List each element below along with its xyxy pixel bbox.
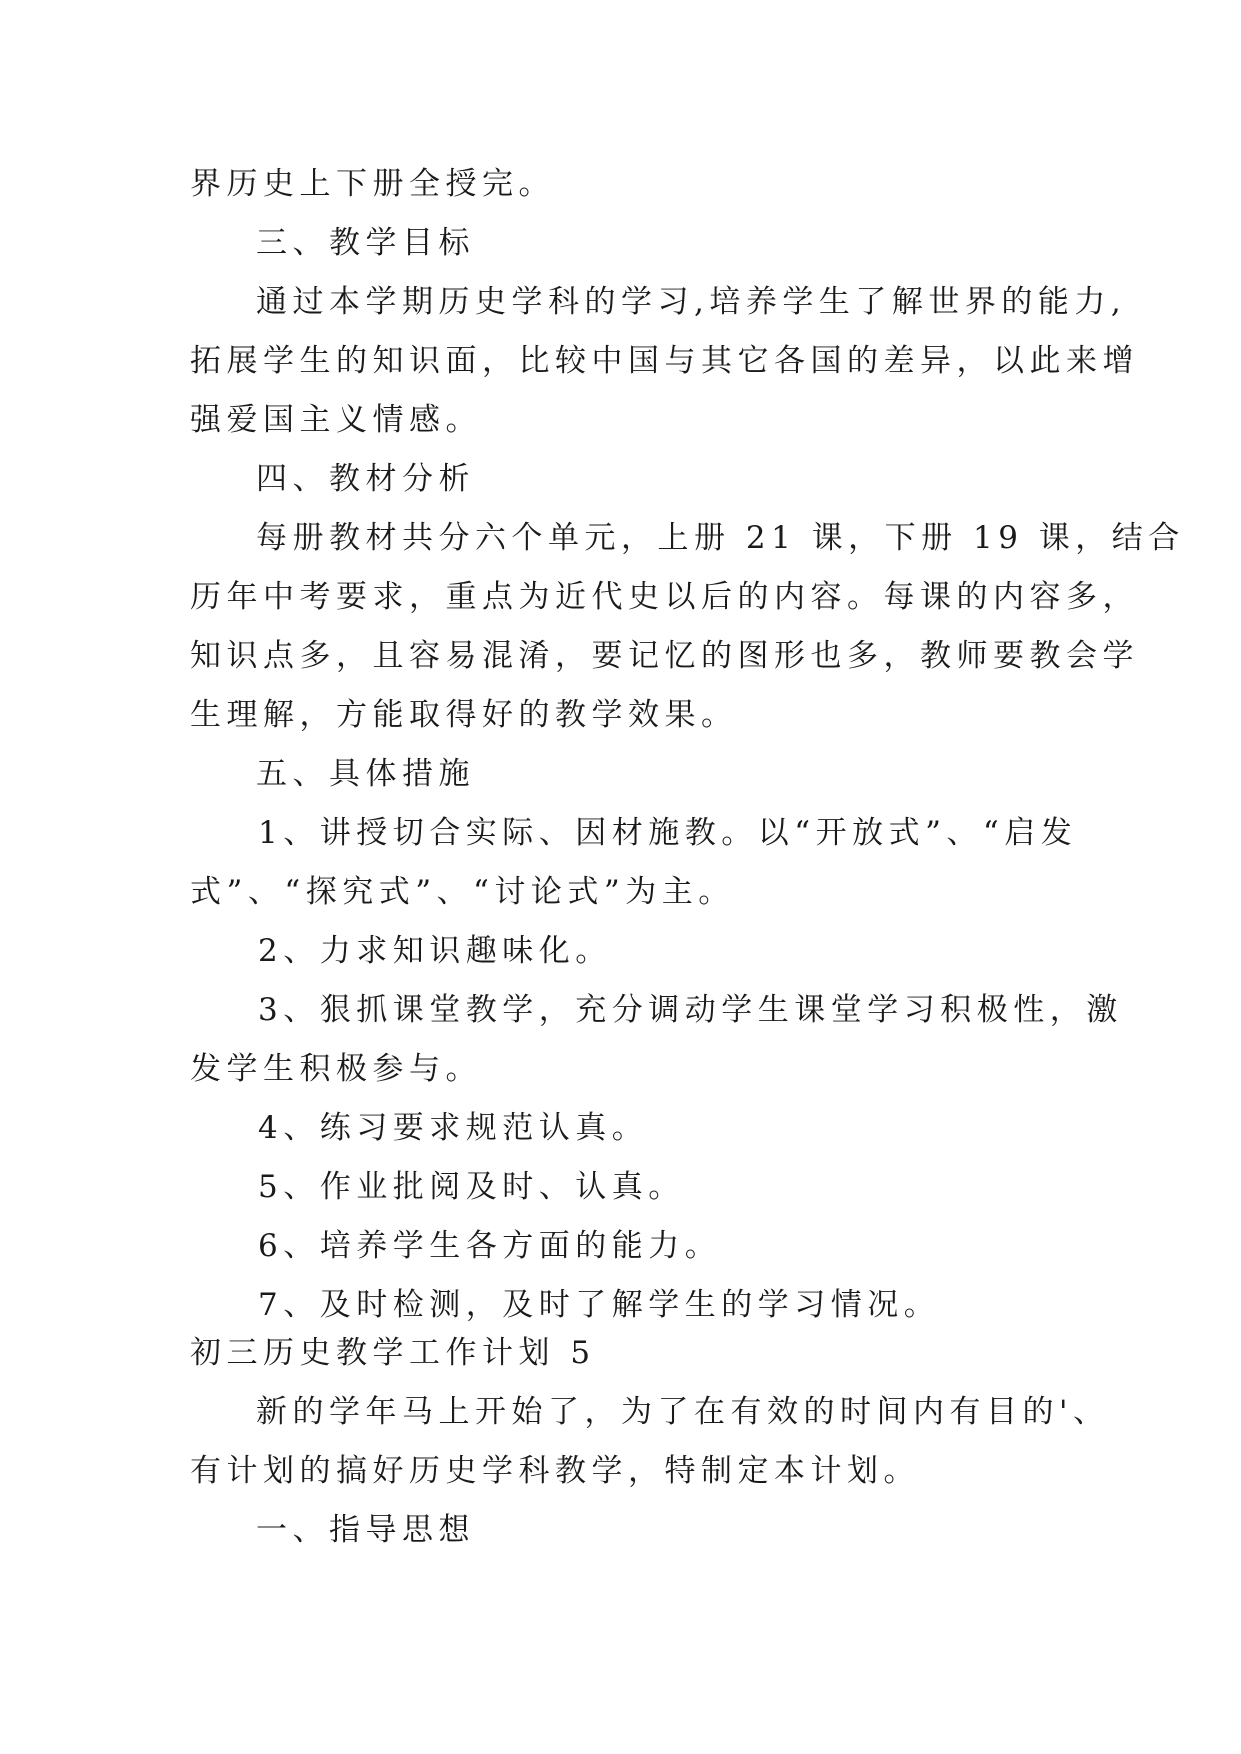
paragraph-line: 拓展学生的知识面，比较中国与其它各国的差异，以此来增 xyxy=(190,343,1139,379)
list-item: 1、讲授切合实际、因材施教。以“开放式”、“启发 xyxy=(258,815,1078,851)
paragraph-line: 强爱国主义情感。 xyxy=(190,402,482,438)
list-item: 2、力求知识趣味化。 xyxy=(258,933,612,969)
list-item: 5、作业批阅及时、认真。 xyxy=(258,1169,685,1205)
section-heading-textbook-analysis: 四、教材分析 xyxy=(256,461,475,497)
paragraph-line: 每册教材共分六个单元，上册 21 课，下册 19 课，结合 xyxy=(256,520,1185,556)
section-heading-measures: 五、具体措施 xyxy=(256,756,475,792)
section-heading-guiding-ideology: 一、指导思想 xyxy=(256,1512,475,1548)
paragraph-line: 式”、“探究式”、“讨论式”为主。 xyxy=(190,874,735,910)
paragraph-line: 知识点多，且容易混淆，要记忆的图形也多，教师要教会学 xyxy=(190,638,1139,674)
list-item: 6、培养学生各方面的能力。 xyxy=(258,1228,722,1264)
paragraph-line: 发学生积极参与。 xyxy=(190,1051,482,1087)
document-title: 初三历史教学工作计划 5 xyxy=(190,1335,596,1371)
paragraph-line: 界历史上下册全授完。 xyxy=(190,166,555,202)
list-item: 3、狠抓课堂教学，充分调动学生课堂学习积极性，激 xyxy=(258,992,1123,1028)
paragraph-line: 有计划的搞好历史学科教学，特制定本计划。 xyxy=(190,1453,920,1489)
paragraph-line: 新的学年马上开始了，为了在有效的时间内有目的'、 xyxy=(256,1394,1110,1430)
paragraph-line: 历年中考要求，重点为近代史以后的内容。每课的内容多， xyxy=(190,579,1139,615)
section-heading-teaching-goals: 三、教学目标 xyxy=(256,225,475,261)
list-item: 7、及时检测，及时了解学生的学习情况。 xyxy=(258,1287,941,1323)
list-item: 4、练习要求规范认真。 xyxy=(258,1110,649,1146)
paragraph-line: 通过本学期历史学科的学习,培养学生了解世界的能力, xyxy=(256,284,1127,320)
paragraph-line: 生理解，方能取得好的教学效果。 xyxy=(190,697,738,733)
